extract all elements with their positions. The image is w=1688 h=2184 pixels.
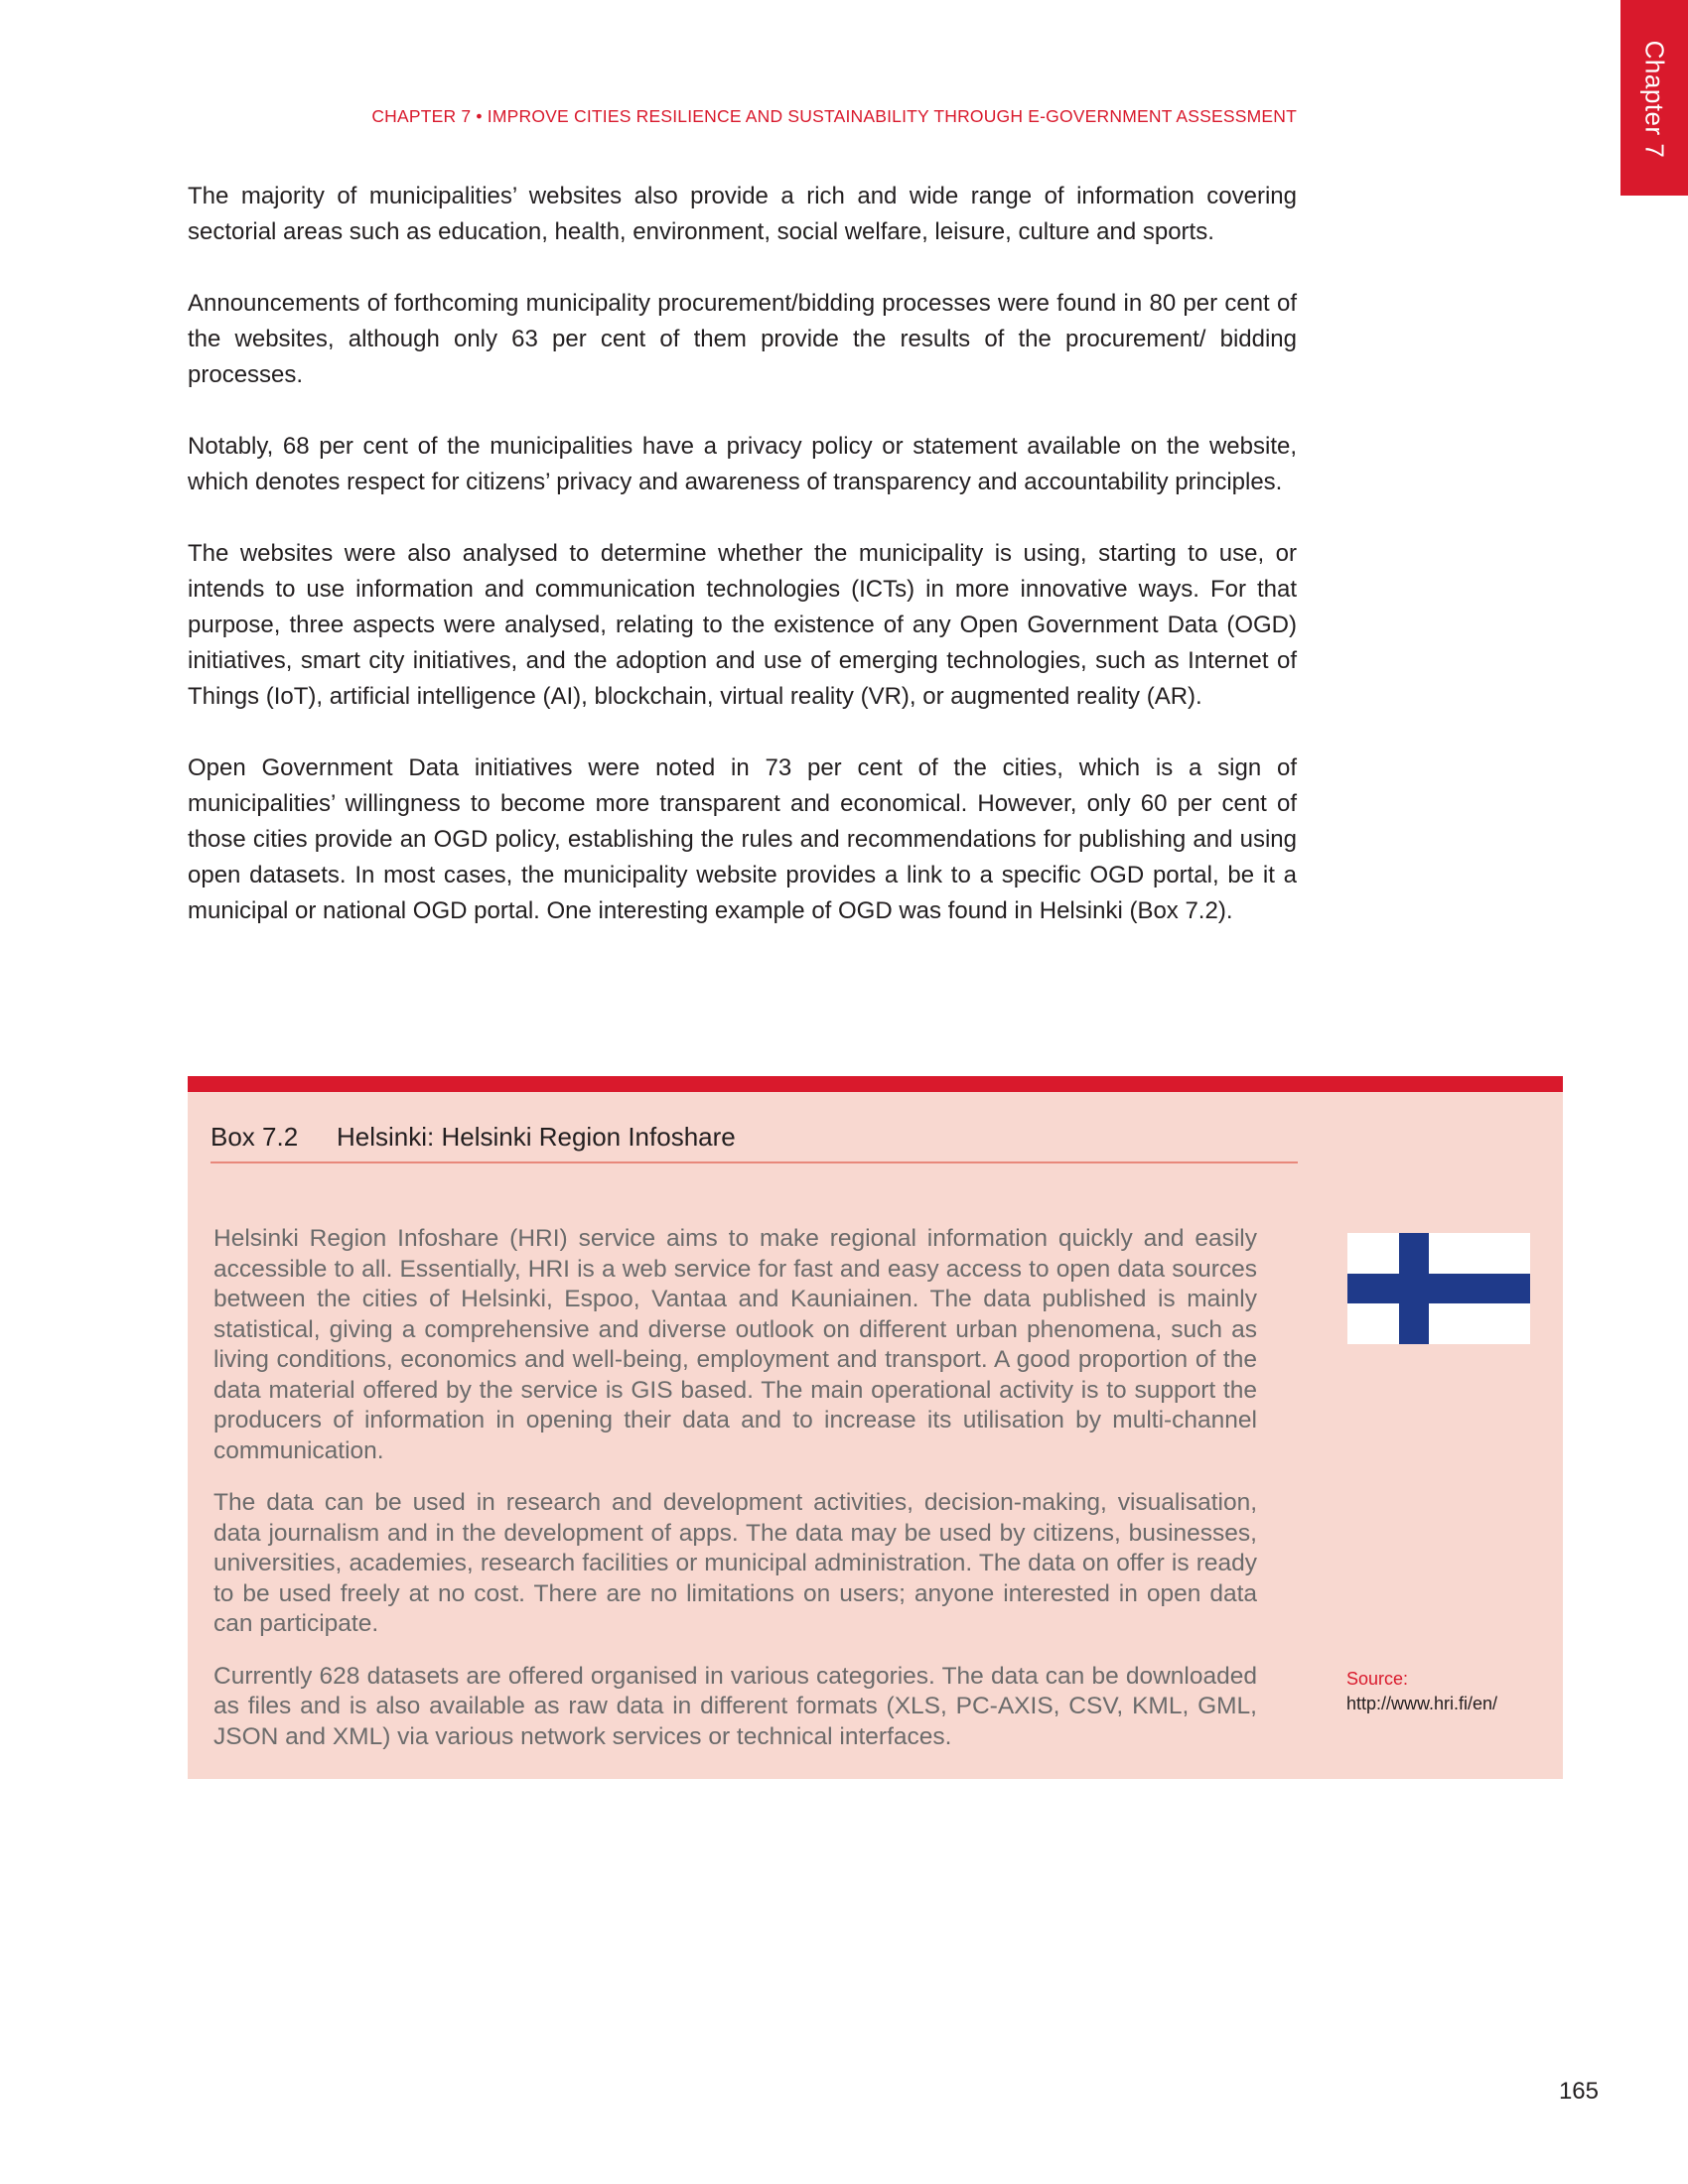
flag-cross-horizontal <box>1347 1274 1530 1303</box>
box-title: Helsinki: Helsinki Region Infoshare <box>337 1122 736 1152</box>
page-number: 165 <box>1558 2078 1599 2105</box>
chapter-tab-label: Chapter 7 <box>1639 40 1670 159</box>
box-number: Box 7.2 <box>211 1122 299 1152</box>
box-paragraph: The data can be used in research and development activities, decision-making, visualisation, data journalism and in the development of apps. The data may be used by citizens, businesses, universities, academies, research facilities or municipal administration. The data on offer is ready to be used freely at no cost. There are no limitations on users; anyone interested in open data can participate. <box>213 1489 1257 1637</box>
box-body <box>213 1224 1257 1774</box>
finland-flag-icon <box>1347 1233 1530 1344</box>
case-study-box <box>188 1076 1563 1779</box>
box-paragraph: Helsinki Region Infoshare (HRI) service aims to make regional information quickly and easily accessible to all. Essentially, HRI is a web service for fast and easy access to open data sources between the cities of Helsinki, Espoo, Vantaa and Kauniainen. The data published is mainly statistical, giving a comprehensive and diverse outlook on different urban phenomena, such as living conditions, economics and well-being, employment and transport. A good proportion of the data material offered by the service is GIS based. The main operational activity is to support the producers of information in opening their data and to increase its utilisation by multi-channel communication. <box>213 1225 1257 1464</box>
body-paragraph: The websites were also analysed to determine whether the municipality is using, starting to use, or intends to use information and communication technologies (ICTs) in more innovative ways. For that purpose, three aspects were analysed, relating to the existence of any Open Government Data (OGD) initiatives, smart city initiatives, and the adoption and use of emerging technologies, such as Internet of Things (IoT), artificial intelligence (AI), blockchain, virtual reality (VR), or augmented reality (AR). <box>188 540 1297 710</box>
running-header: CHAPTER 7 • IMPROVE CITIES RESILIENCE AND SUSTAINABILITY THROUGH E-GOVERNMENT ASSESSMENT <box>371 106 1297 126</box>
box-paragraph: Currently 628 datasets are offered organised in various categories. The data can be downloaded as files and is also available as raw data in different formats (XLS, PC-AXIS, CSV, KML, GML, JSON and XML) via various network services or technical interfaces. <box>213 1662 1257 1750</box>
source-link[interactable]: http://www.hri.fi/en/ <box>1346 1694 1498 1713</box>
source-note <box>1346 1667 1535 1716</box>
source-label: Source: <box>1346 1669 1409 1689</box>
body-paragraph: Notably, 68 per cent of the municipalities have a privacy policy or statement available on the website, which denotes respect for citizens’ privacy and awareness of transparency and accountability principles. <box>188 433 1297 495</box>
body-paragraph: Announcements of forthcoming municipality procurement/bidding processes were found in 80 per cent of the websites, although only 63 per cent of them provide the results of the procurement/ bidding processes. <box>188 290 1297 388</box>
body-paragraph: The majority of municipalities’ websites also provide a rich and wide range of information covering sectorial areas such as education, health, environment, social welfare, leisure, culture and sports. <box>188 183 1297 245</box>
body-paragraph: Open Government Data initiatives were noted in 73 per cent of the cities, which is a sign of municipalities’ willingness to become more transparent and economical. However, only 60 per cent of those cities provide an OGD policy, establishing the rules and recommendations for publishing and using open datasets. In most cases, the municipality website provides a link to a specific OGD portal, be it a municipal or national OGD portal. One interesting example of OGD was found in Helsinki (Box 7.2). <box>188 754 1297 924</box>
chapter-tab <box>1620 0 1688 196</box>
box-heading <box>211 1122 1298 1163</box>
main-text <box>188 179 1297 965</box>
